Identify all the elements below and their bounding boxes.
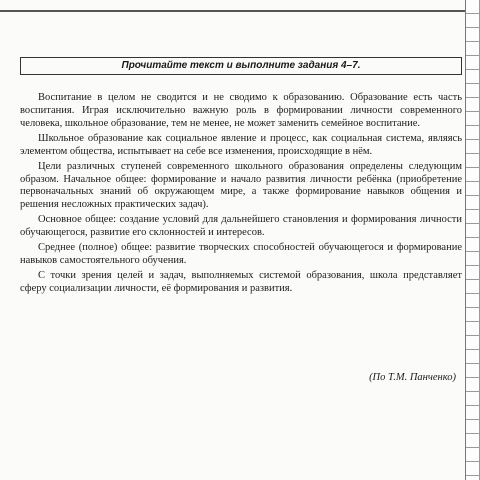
paragraph-4: Основное общее: создание условий для дальнейшего становления и формирования личности обучающегося, развитие его склонностей и интересов. [20,214,462,239]
paragraph-2: Школьное образование как социальное явление и процесс, как социальная система, являясь элементом общества, испытывает на себе все изменения, происходящие в нём. [20,132,462,157]
paragraph-1: Воспитание в целом не сводится и не сводимо к образованию. Образование есть часть воспитания. Играя исключительно важную роль в формировании личности современного человека, школьное образование, тем не менее, не может заменить семейное воспитание. [20,92,462,129]
paragraph-6: С точки зрения целей и задач, выполняемых системой образования, школа представляет сферу социализации личности, её формирования и развития. [20,270,462,295]
task-instruction: Прочитайте текст и выполните задания 4–7. [121,60,361,71]
reading-text [20,92,462,298]
author-attribution: (По Т.М. Панченко) [369,372,456,383]
grid-margin [465,0,480,480]
paragraph-3: Цели различных ступеней современного школьного образования определены следующим образом. Начальное общее: формирование и начало развития личности ребёнка (приобретение первоначальных знаний об окружающем мире, а также формирование навыков общения и решения несложных практических задач). [20,160,462,211]
top-rule [0,10,466,12]
paragraph-5: Среднее (полное) общее: развитие творческих способностей обучающегося и формирование навыков самостоятельного обучения. [20,242,462,267]
task-instruction-box [20,57,462,75]
